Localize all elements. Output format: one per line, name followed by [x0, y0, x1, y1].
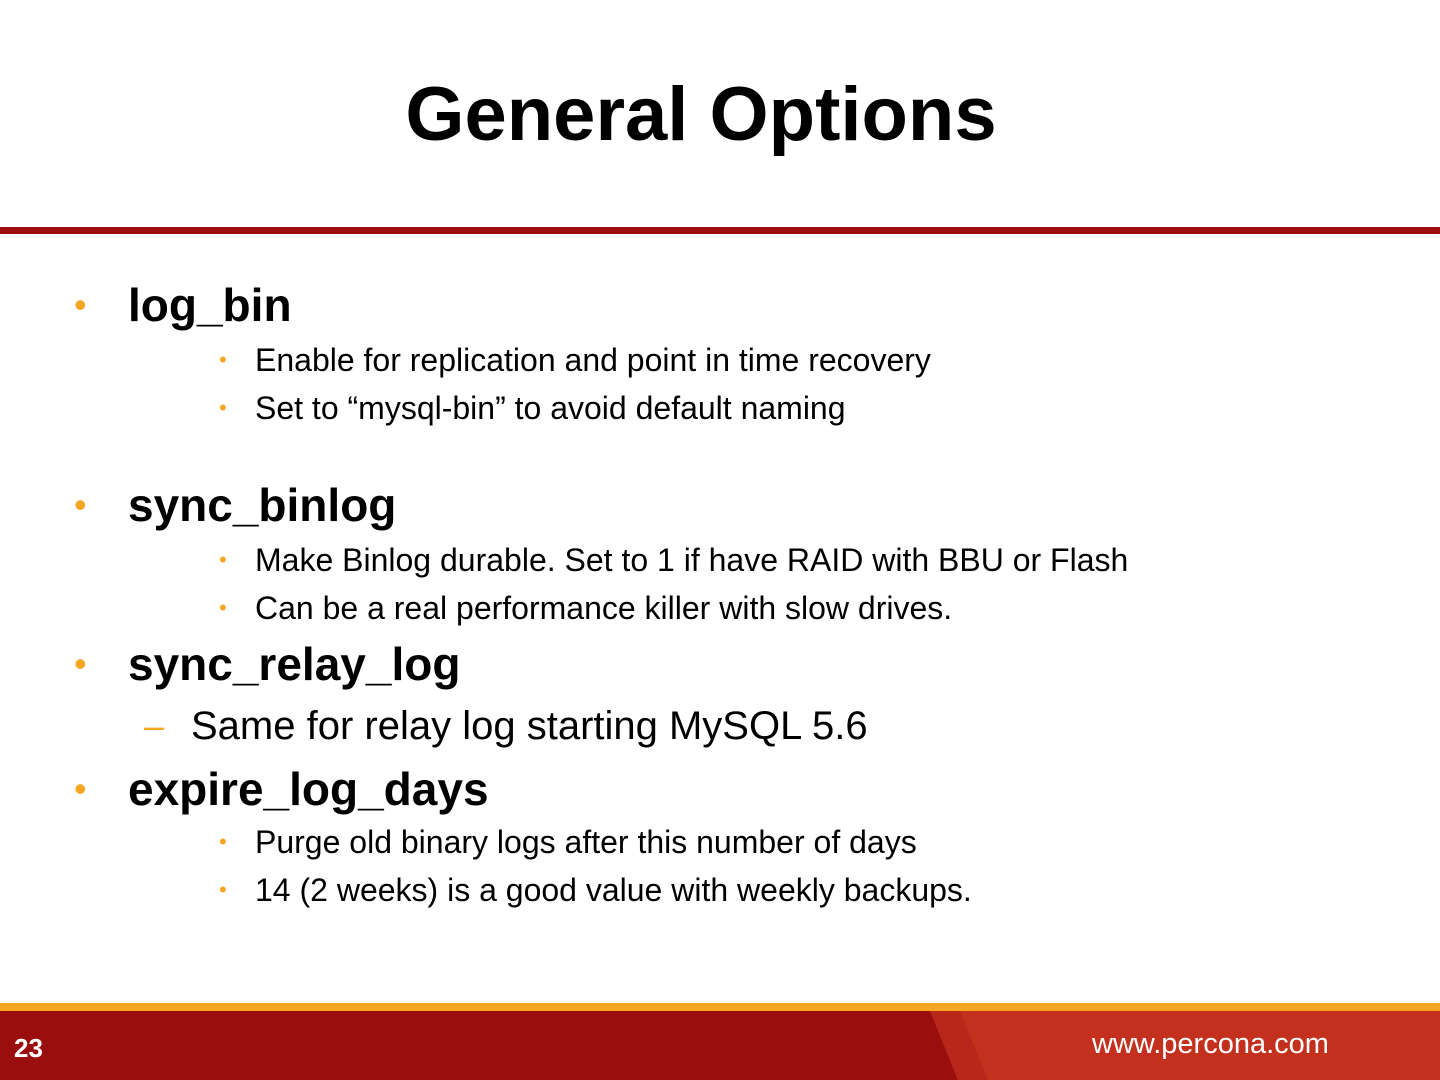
bullet-icon: • [74, 643, 87, 684]
bullet-label: sync_binlog [128, 479, 397, 531]
bullet-icon: • [219, 595, 227, 620]
bullet-icon: • [219, 347, 227, 372]
bullet-icon: • [74, 284, 87, 325]
bullet-label: expire_log_days [128, 763, 489, 815]
bullet-icon: • [219, 395, 227, 420]
dash-icon: – [144, 705, 165, 746]
footer-url: www.percona.com [1092, 1028, 1329, 1060]
bullet-icon: • [219, 829, 227, 854]
bullet-label: sync_relay_log [128, 638, 461, 690]
bullet-icon: • [74, 484, 87, 525]
dash-item-text: Same for relay log starting MySQL 5.6 [191, 704, 868, 748]
sub-bullet-text: 14 (2 weeks) is a good value with weekly backups. [255, 872, 972, 908]
sub-bullet-text: Make Binlog durable. Set to 1 if have RAID with BBU or Flash [255, 542, 1129, 578]
bullet-label: log_bin [128, 279, 292, 331]
footer-accent-stripe [0, 1003, 1440, 1011]
page-number: 23 [14, 1033, 43, 1063]
bullet-icon: • [219, 877, 227, 902]
sub-bullet-text: Purge old binary logs after this number of days [255, 824, 917, 860]
title-divider [0, 227, 1440, 234]
sub-bullet-text: Can be a real performance killer with slow drives. [255, 590, 953, 626]
sub-bullet-text: Enable for replication and point in time recovery [255, 342, 931, 378]
sub-bullet-text: Set to “mysql-bin” to avoid default naming [255, 390, 846, 426]
bullet-icon: • [219, 547, 227, 572]
bullet-icon: • [74, 768, 87, 809]
slide-title: General Options [405, 72, 997, 157]
